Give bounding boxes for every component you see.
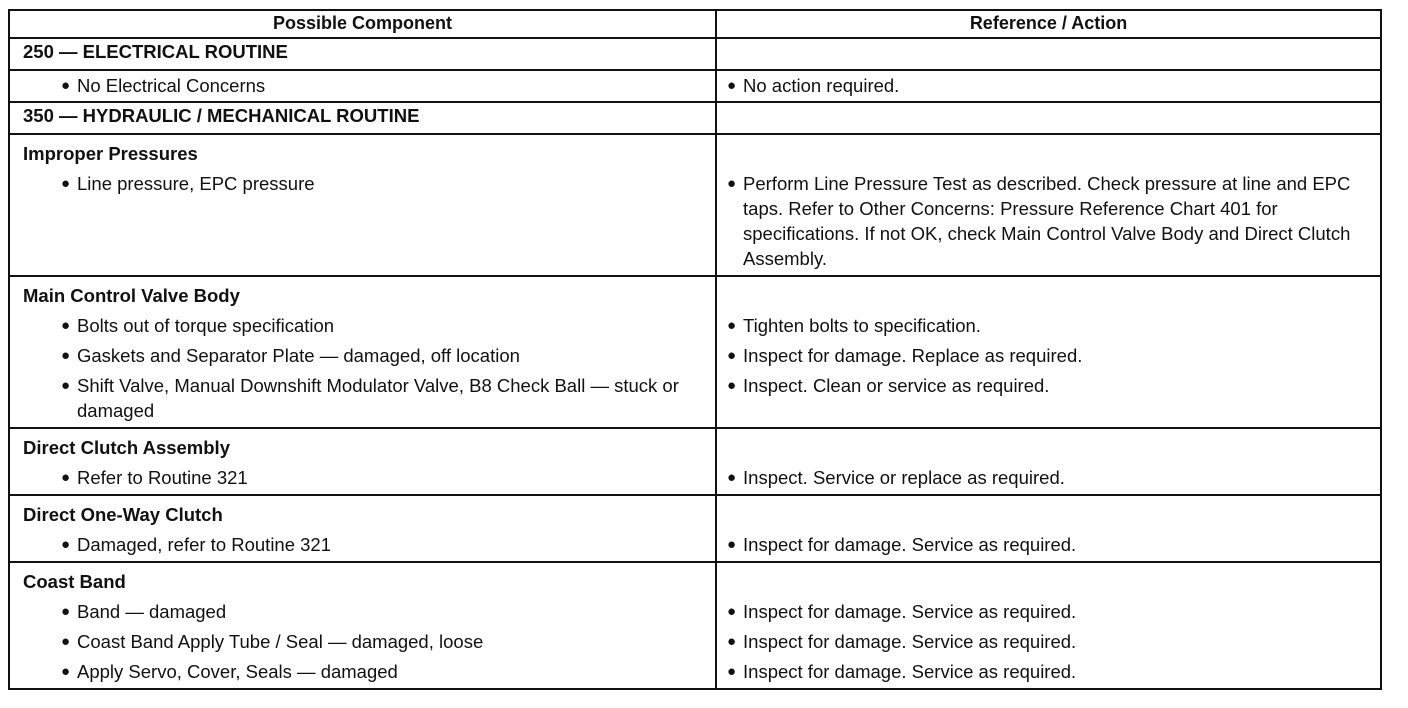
action-item: ● Inspect. Service or replace as required. [727, 467, 1065, 488]
group-title: Main Control Valve Body [23, 285, 240, 306]
routine-title: 250 — ELECTRICAL ROUTINE [23, 41, 288, 62]
component-item: ● Line pressure, EPC pressure [61, 173, 315, 194]
action-item: ● Inspect for damage. Service as required. [727, 534, 1077, 555]
bullet-dot-icon: ● [61, 317, 71, 334]
group-row [9, 428, 1381, 495]
component-item: ● Refer to Routine 321 [61, 467, 248, 488]
bullet-dot-icon: ● [727, 469, 737, 486]
bullet-dot-icon: ● [61, 175, 71, 192]
bullet-dot-icon: ● [61, 663, 71, 680]
header-possible-component: Possible Component [9, 10, 716, 38]
component-item: ● Shift Valve, Manual Downshift Modulator Valve, B8 Check Ball — stuck or damaged [61, 375, 679, 421]
bullet-dot-icon: ● [61, 536, 71, 553]
component-item: ● No Electrical Concerns [61, 75, 266, 96]
bullet-dot-icon: ● [61, 469, 71, 486]
bullet-dot-icon: ● [61, 377, 71, 394]
component-item: ● Gaskets and Separator Plate — damaged, off location [61, 345, 520, 366]
bullet-dot-icon: ● [727, 663, 737, 680]
bullet-dot-icon: ● [727, 536, 737, 553]
bullet-dot-icon: ● [61, 347, 71, 364]
bullet-dot-icon: ● [727, 603, 737, 620]
routine-row [9, 38, 1381, 70]
group-title: Improper Pressures [23, 143, 198, 164]
header-row [9, 10, 1381, 38]
bullet-dot-icon: ● [61, 77, 71, 94]
action-item: ● Tighten bolts to specification. [727, 315, 981, 336]
bullet-dot-icon: ● [61, 633, 71, 650]
routine-title: 350 — HYDRAULIC / MECHANICAL ROUTINE [23, 105, 420, 126]
action-item: ● Inspect for damage. Replace as required. [727, 345, 1083, 366]
group-row [9, 276, 1381, 428]
group-row [9, 495, 1381, 562]
routine-row [9, 102, 1381, 134]
group-title: Coast Band [23, 571, 126, 592]
header-reference-action: Reference / Action [716, 10, 1381, 38]
action-item: ● No action required. [727, 75, 900, 96]
group-row [9, 562, 1381, 689]
group-title: Direct One-Way Clutch [23, 504, 223, 525]
action-item: ● Inspect for damage. Service as required. [727, 601, 1077, 622]
action-item: ● Inspect for damage. Service as required. [727, 631, 1077, 652]
bullet-dot-icon: ● [727, 77, 737, 94]
diagnostic-table [8, 9, 1382, 690]
action-item: ● Perform Line Pressure Test as described. Check pressure at line and EPC taps. Refer to Other Concerns: Pressure Reference Chart 401 for specifications. If not OK, check Main Control Valve Body and Direct Clutch Assembly. [727, 173, 1351, 269]
bullet-dot-icon: ● [727, 175, 737, 192]
group-row [9, 134, 1381, 276]
bullet-dot-icon: ● [727, 633, 737, 650]
action-item: ● Inspect. Clean or service as required. [727, 375, 1050, 396]
component-item: ● Bolts out of torque specification [61, 315, 335, 336]
bullet-dot-icon: ● [727, 347, 737, 364]
table-row [9, 70, 1381, 102]
bullet-dot-icon: ● [727, 317, 737, 334]
component-item: ● Coast Band Apply Tube / Seal — damaged, loose [61, 631, 484, 652]
bullet-dot-icon: ● [727, 377, 737, 394]
component-item: ● Apply Servo, Cover, Seals — damaged [61, 661, 398, 682]
bullet-dot-icon: ● [61, 603, 71, 620]
group-title: Direct Clutch Assembly [23, 437, 230, 458]
component-item: ● Damaged, refer to Routine 321 [61, 534, 332, 555]
action-item: ● Inspect for damage. Service as required. [727, 661, 1077, 682]
component-item: ● Band — damaged [61, 601, 227, 622]
